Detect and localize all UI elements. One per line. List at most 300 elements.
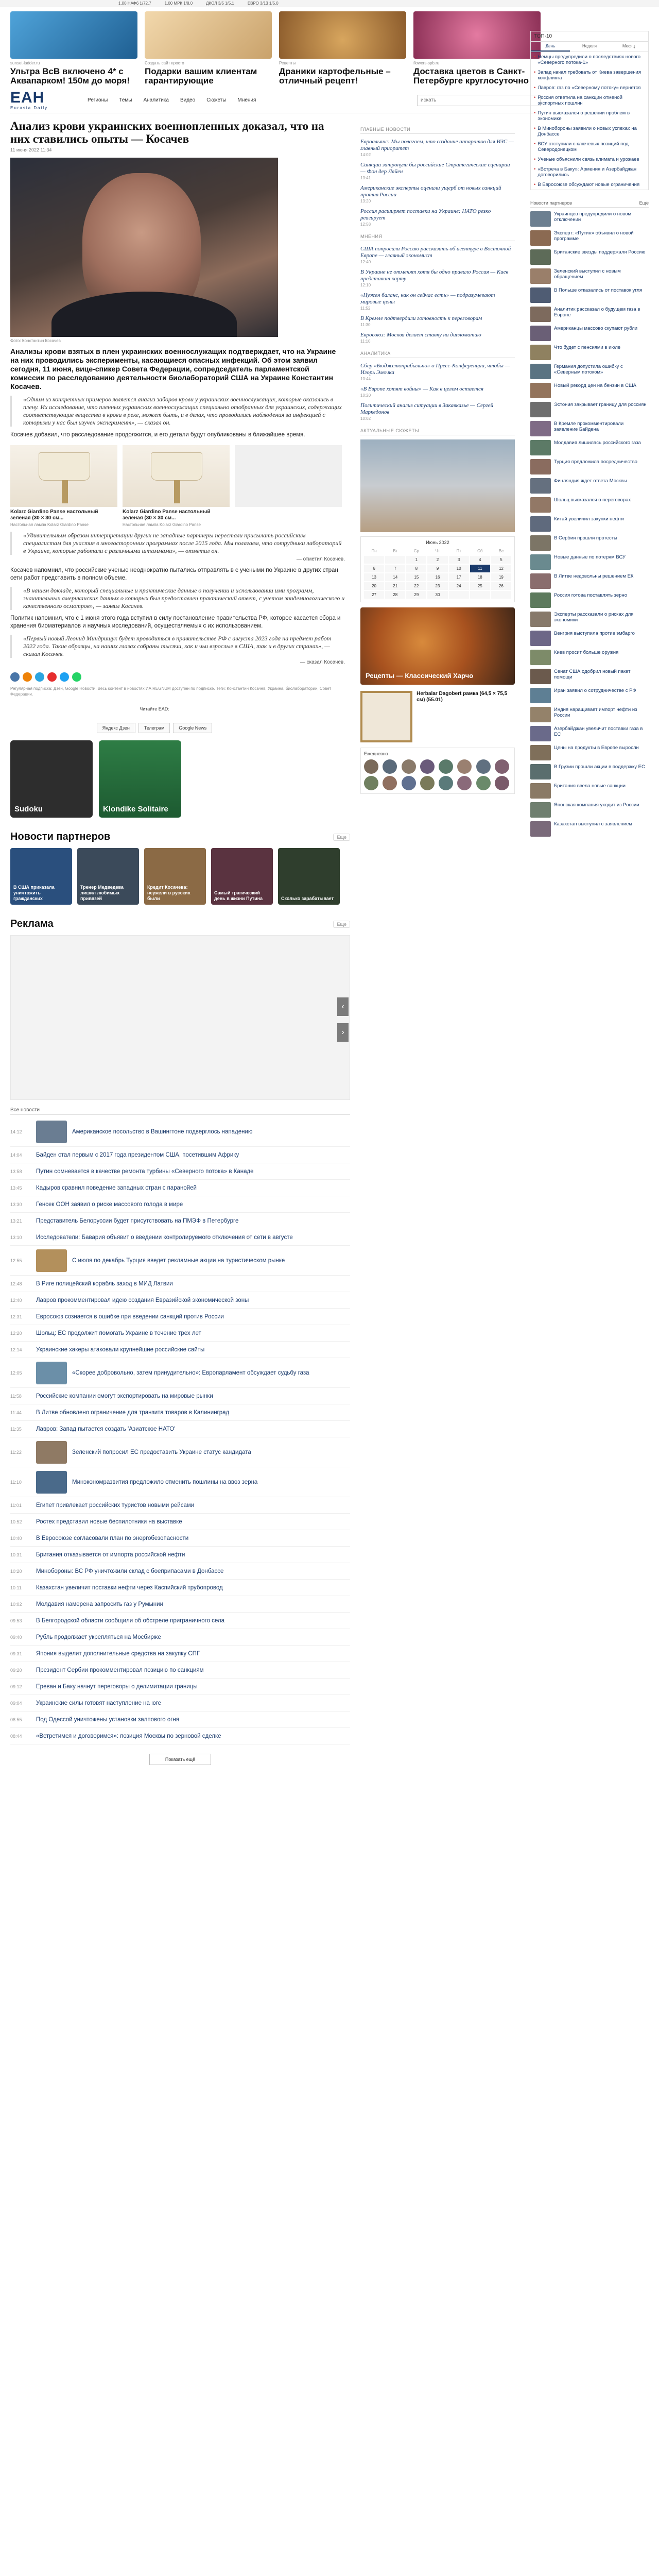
tab-day[interactable]: День — [531, 42, 570, 52]
avatar[interactable] — [476, 759, 491, 774]
right-news-item[interactable] — [530, 383, 649, 398]
right-news-thumbnail[interactable] — [530, 230, 551, 246]
right-news-item[interactable] — [530, 326, 649, 341]
calendar-day[interactable]: 25 — [470, 582, 490, 590]
news-row[interactable] — [10, 1246, 350, 1276]
right-news-item[interactable] — [530, 821, 649, 837]
right-news-thumbnail[interactable] — [530, 554, 551, 570]
telegram-button[interactable]: Телеграм — [138, 723, 170, 733]
right-news-item[interactable] — [530, 421, 649, 436]
right-news-thumbnail[interactable] — [530, 307, 551, 322]
calendar-day[interactable]: 9 — [427, 565, 447, 572]
right-news-item[interactable] — [530, 497, 649, 513]
right-news-thumbnail[interactable] — [530, 211, 551, 227]
news-link[interactable]: Зеленский попросил ЕС предоставить Украине статус кандидата — [72, 1449, 251, 1455]
news-link[interactable]: В Белгородской области сообщили об обстреле приграничного села — [36, 1617, 225, 1624]
calendar-day[interactable]: 17 — [449, 573, 469, 581]
right-news-link[interactable]: В Литве недовольны решением ЕК — [554, 573, 634, 579]
news-thumbnail[interactable] — [36, 1121, 67, 1143]
right-news-link[interactable]: Иран заявил о сотрудничестве с РФ — [554, 688, 636, 693]
ad-block[interactable] — [10, 935, 350, 1100]
right-news-thumbnail[interactable] — [530, 478, 551, 494]
mid-news-item[interactable]: Сбер «Бюджетоприбыльно» о Пресс-Конференции, чтобы — Игорь Эмочка — [360, 363, 510, 376]
inline-ad[interactable] — [10, 445, 117, 527]
partner-card[interactable] — [77, 848, 139, 905]
avatar[interactable] — [457, 776, 472, 790]
partner-card[interactable] — [211, 848, 273, 905]
top10-item[interactable] — [531, 52, 648, 67]
nav-item[interactable]: Мнения — [237, 97, 256, 103]
news-link[interactable]: Украинские силы готовят наступление на юге — [36, 1700, 162, 1706]
top10-link[interactable]: Россия ответила на санкции отменой экспортных пошлин — [537, 95, 622, 106]
avatar[interactable] — [476, 776, 491, 790]
news-link[interactable]: Минэкономразвития предложило отменить пошлины на ввоз зерна — [72, 1479, 258, 1485]
news-row[interactable] — [10, 1613, 350, 1629]
news-link[interactable]: Казахстан увеличит поставки нефти через Каспийский трубопровод — [36, 1584, 223, 1591]
news-row[interactable] — [10, 1421, 350, 1437]
top10-item[interactable] — [531, 180, 648, 190]
ad-image[interactable] — [279, 11, 406, 59]
top10-link[interactable]: ВСУ отступили с ключевых позиций под Северодонецком — [537, 141, 629, 152]
news-link[interactable]: Ростех представил новые беспилотники на выставке — [36, 1518, 182, 1525]
right-news-item[interactable] — [530, 783, 649, 799]
right-news-item[interactable] — [530, 573, 649, 589]
right-news-item[interactable] — [530, 535, 649, 551]
right-news-thumbnail[interactable] — [530, 650, 551, 665]
mid-news-item[interactable]: Россия расширяет поставки на Украине: НАТО резко реагирует — [360, 208, 491, 221]
news-link[interactable]: «Скорее добровольно, затем принудительно»: Европарламент обсуждает судьбу газа — [72, 1369, 309, 1376]
calendar-day[interactable]: 8 — [406, 565, 426, 572]
news-row[interactable] — [10, 1229, 350, 1246]
ad-card[interactable] — [145, 11, 272, 86]
ad-image[interactable] — [10, 11, 137, 59]
news-thumbnail[interactable] — [36, 1249, 67, 1272]
partner-text[interactable]: Кредит Косачева: неужели в русских были — [147, 885, 190, 901]
right-news-item[interactable] — [530, 364, 649, 379]
search-input[interactable] — [417, 95, 541, 106]
right-news-link[interactable]: Германия допустила ошибку с «Северным потоком» — [554, 364, 623, 375]
avatar[interactable] — [364, 759, 378, 774]
right-news-thumbnail[interactable] — [530, 592, 551, 608]
right-news-link[interactable]: В Сербии прошли протесты — [554, 535, 617, 541]
mid-news-item[interactable]: США попросили Россию рассказать об агентуре в Восточной Европе — главный экономист — [360, 246, 511, 259]
right-news-link[interactable]: Китай увеличил закупки нефти — [554, 516, 624, 522]
calendar-day[interactable]: 24 — [449, 582, 469, 590]
calendar-day[interactable]: 28 — [385, 591, 405, 599]
right-news-link[interactable]: В Кремле прокомментировали заявление Байдена — [554, 421, 624, 432]
ad-card[interactable] — [413, 11, 541, 86]
right-news-link[interactable]: Венгрия выступила против эмбарго — [554, 631, 635, 636]
show-more-button[interactable]: Показать ещё — [149, 1754, 211, 1765]
news-link[interactable]: Под Одессой уничтожены установки залпового огня — [36, 1716, 180, 1723]
partners-more-button[interactable]: Еще — [333, 834, 350, 841]
right-news-link[interactable]: Сенат США одобрил новый пакет помощи — [554, 669, 631, 680]
avatar[interactable] — [402, 776, 416, 790]
news-link[interactable]: Кадыров сравнил поведение западных стран с паранойей — [36, 1184, 197, 1191]
news-link[interactable]: Лавров прокомментировал идею создания Евразийской экономической зоны — [36, 1297, 249, 1303]
right-news-link[interactable]: Новый рекорд цен на бензин в США — [554, 383, 637, 388]
avatar[interactable] — [383, 759, 397, 774]
right-news-link[interactable]: Шольц высказался о переговорах — [554, 497, 631, 503]
right-news-thumbnail[interactable] — [530, 287, 551, 303]
news-row[interactable] — [10, 1404, 350, 1421]
right-news-thumbnail[interactable] — [530, 459, 551, 474]
top10-link[interactable]: Путин высказался о решении проблем в экономике — [537, 110, 630, 122]
news-row[interactable] — [10, 1662, 350, 1679]
ad-image[interactable] — [413, 11, 541, 59]
right-news-thumbnail[interactable] — [530, 745, 551, 760]
calendar-day[interactable]: 13 — [364, 573, 384, 581]
twitter-icon[interactable] — [60, 672, 69, 682]
news-link[interactable]: Шольц: ЕС продолжит помогать Украине в течение трех лет — [36, 1330, 201, 1336]
news-row[interactable] — [10, 1292, 350, 1309]
right-news-thumbnail[interactable] — [530, 402, 551, 417]
ok-icon[interactable] — [23, 672, 32, 682]
calendar-day[interactable]: 7 — [385, 565, 405, 572]
solitaire-game[interactable] — [99, 740, 181, 818]
top10-item[interactable] — [531, 164, 648, 180]
news-thumbnail[interactable] — [36, 1471, 67, 1494]
news-row[interactable] — [10, 1276, 350, 1292]
partner-text[interactable]: Самый трагический день в жизни Путина — [214, 890, 263, 901]
news-row[interactable] — [10, 1695, 350, 1711]
sudoku-game[interactable] — [10, 740, 93, 818]
right-news-link[interactable]: Индия наращивает импорт нефти из России — [554, 707, 637, 718]
right-news-link[interactable]: Эксперты рассказали о рисках для экономики — [554, 612, 634, 623]
avatar[interactable] — [439, 759, 453, 774]
nav-item[interactable]: Сюжеты — [206, 97, 227, 103]
right-news-item[interactable] — [530, 268, 649, 284]
partner-text[interactable]: Сколько зарабатывает — [281, 896, 334, 901]
right-news-thumbnail[interactable] — [530, 707, 551, 722]
right-news-link[interactable]: Россия готова поставлять зерно — [554, 592, 628, 598]
calendar-day[interactable]: 30 — [427, 591, 447, 599]
avatar[interactable] — [495, 759, 509, 774]
calendar-day[interactable]: 5 — [491, 556, 511, 564]
news-row[interactable] — [10, 1728, 350, 1744]
right-news-link[interactable]: Казахстан выступил с заявлением — [554, 821, 632, 827]
mid-news-item[interactable]: Политический анализ ситуации в Закавказье — Сергей Маркедонов — [360, 402, 494, 415]
mid-news-item[interactable]: В Кремле подтвердили готовность к переговорам — [360, 315, 482, 321]
right-news-item[interactable] — [530, 478, 649, 494]
news-row[interactable] — [10, 1358, 350, 1388]
right-news-thumbnail[interactable] — [530, 345, 551, 360]
calendar-day[interactable]: 12 — [491, 565, 511, 572]
right-news-item[interactable] — [530, 707, 649, 722]
calendar-day[interactable]: 16 — [427, 573, 447, 581]
inline-ad[interactable] — [235, 445, 342, 527]
calendar-day[interactable]: 11 — [470, 565, 490, 572]
lamp-image[interactable] — [10, 445, 117, 507]
calendar-day[interactable]: 10 — [449, 565, 469, 572]
mid-news-item[interactable]: В Украине не отменят хотя бы одно правило Россия — Киев представит карту — [360, 269, 509, 282]
right-news-link[interactable]: Новые данные по потерям ВСУ — [554, 554, 626, 560]
right-news-more[interactable]: Ещё — [639, 200, 649, 206]
right-news-link[interactable]: Американцы массово скупают рубли — [554, 326, 638, 331]
right-news-item[interactable] — [530, 402, 649, 417]
right-news-thumbnail[interactable] — [530, 783, 551, 799]
news-link[interactable]: В Литве обновлено ограничение для транзита товаров в Калининград — [36, 1409, 230, 1416]
right-news-link[interactable]: Японская компания уходит из России — [554, 802, 639, 808]
calendar-day[interactable]: 6 — [364, 565, 384, 572]
top10-link[interactable]: В Евросоюзе обсуждают новые ограничения — [537, 182, 640, 188]
news-link[interactable]: Американское посольство в Вашингтоне подверглось нападению — [72, 1128, 253, 1135]
news-row[interactable] — [10, 1563, 350, 1580]
right-news-link[interactable]: Аналитик рассказал о будущем газа в Европе — [554, 307, 640, 318]
calendar-day[interactable]: 15 — [406, 573, 426, 581]
avatar[interactable] — [439, 776, 453, 790]
news-link[interactable]: В Евросоюзе согласовали план по энергобезопасности — [36, 1535, 189, 1541]
partner-card[interactable] — [10, 848, 72, 905]
top10-item[interactable] — [531, 139, 648, 155]
news-row[interactable] — [10, 1342, 350, 1358]
news-link[interactable]: Российские компании смогут экспортировать на мировые рынки — [36, 1393, 213, 1399]
news-row[interactable] — [10, 1180, 350, 1196]
tab-week[interactable]: Неделя — [582, 44, 597, 48]
top10-link[interactable]: Лавров: газ по «Северному потоку» вернется — [537, 85, 641, 91]
right-news-link[interactable]: Цены на продукты в Европе выросли — [554, 745, 639, 751]
telegram-icon[interactable] — [35, 672, 44, 682]
ad-title[interactable]: Ультра ВсВ включено 4* с Аквапарком! 150м до моря! — [10, 66, 130, 86]
inline-ad-title[interactable]: Kolarz Giardino Panse настольный зеленая (30 × 30 см... — [10, 509, 98, 521]
calendar-day[interactable]: 22 — [406, 582, 426, 590]
mid-news-item[interactable]: «В Европе хотят войны» — Как в целом остается — [360, 386, 483, 392]
right-news-item[interactable] — [530, 249, 649, 265]
ad-title[interactable]: Драники картофельные – отличный рецепт! — [279, 66, 391, 86]
right-news-link[interactable]: Азербайджан увеличит поставки газа в ЕС — [554, 726, 643, 737]
top10-item[interactable] — [531, 83, 648, 93]
right-news-link[interactable]: Британия ввела новые санкции — [554, 783, 626, 789]
right-news-thumbnail[interactable] — [530, 421, 551, 436]
nav-item[interactable]: Видео — [180, 97, 196, 103]
news-row[interactable] — [10, 1679, 350, 1695]
mid-news-item[interactable]: Американские эксперты оценили ущерб от новых санкций против России — [360, 185, 501, 198]
news-link[interactable]: В Риге полицейский корабль заход в МИД Латвии — [36, 1280, 173, 1287]
news-row[interactable] — [10, 1629, 350, 1646]
right-news-thumbnail[interactable] — [530, 535, 551, 551]
right-news-item[interactable] — [530, 592, 649, 608]
right-news-thumbnail[interactable] — [530, 497, 551, 513]
news-link[interactable]: Путин сомневается в качестве ремонта турбины «Северного потока» в Канаде — [36, 1168, 254, 1175]
right-news-thumbnail[interactable] — [530, 612, 551, 627]
news-link[interactable]: Япония выделит дополнительные средства на закупку СПГ — [36, 1650, 200, 1657]
recipe-ad[interactable] — [360, 607, 515, 685]
right-news-thumbnail[interactable] — [530, 802, 551, 818]
news-link[interactable]: С июля по декабрь Турция введет рекламные акции на туристическом рынке — [72, 1257, 285, 1264]
right-news-link[interactable]: Эксперт: «Путин» объявил о новой программе — [554, 230, 634, 242]
news-row[interactable] — [10, 1530, 350, 1547]
right-news-thumbnail[interactable] — [530, 268, 551, 284]
news-link[interactable]: Молдавия намерена запросить газ у Румынии — [36, 1601, 164, 1607]
ad-placeholder[interactable] — [235, 445, 342, 507]
news-row[interactable] — [10, 1547, 350, 1563]
news-thumbnail[interactable] — [36, 1441, 67, 1464]
calendar-day[interactable]: 19 — [491, 573, 511, 581]
calendar-day[interactable]: 23 — [427, 582, 447, 590]
news-row[interactable] — [10, 1467, 350, 1497]
ad-title[interactable]: Доставка цветов в Санкт-Петербурге круглосуточно — [413, 66, 529, 86]
calendar-day[interactable]: 3 — [449, 556, 469, 564]
nav-item[interactable]: Аналитика — [143, 97, 169, 103]
frame-image[interactable] — [360, 691, 412, 742]
news-link[interactable]: Представитель Белоруссии будет присутствовать на ПМЭФ в Петербурге — [36, 1217, 239, 1224]
news-row[interactable] — [10, 1196, 350, 1213]
news-link[interactable]: Украинские хакеры атаковали крупнейшие российские сайты — [36, 1346, 205, 1353]
right-news-item[interactable] — [530, 459, 649, 474]
right-news-item[interactable] — [530, 764, 649, 779]
site-logo[interactable] — [10, 90, 67, 111]
news-row[interactable] — [10, 1147, 350, 1163]
right-news-thumbnail[interactable] — [530, 764, 551, 779]
news-row[interactable] — [10, 1309, 350, 1325]
right-news-link[interactable]: В Польше отказались от поставок угля — [554, 287, 643, 293]
right-news-thumbnail[interactable] — [530, 631, 551, 646]
right-news-item[interactable] — [530, 230, 649, 246]
top10-item[interactable] — [531, 108, 648, 124]
chevron-down-icon[interactable]: › — [337, 1023, 349, 1042]
yandex-icon[interactable] — [47, 672, 57, 682]
right-news-thumbnail[interactable] — [530, 516, 551, 532]
tab-month[interactable]: Месяц — [622, 44, 635, 48]
news-link[interactable]: «Встретимся и договоримся»: позиция Москвы по зерновой сделке — [36, 1733, 221, 1739]
avatar[interactable] — [402, 759, 416, 774]
lamp-image[interactable] — [123, 445, 230, 507]
right-news-link[interactable]: Молдавия лишилась российского газа — [554, 440, 641, 446]
ad-image[interactable] — [145, 11, 272, 59]
partner-card[interactable] — [278, 848, 340, 905]
news-row[interactable] — [10, 1213, 350, 1229]
calendar-day[interactable]: 14 — [385, 573, 405, 581]
news-row[interactable] — [10, 1437, 350, 1467]
news-link[interactable]: Ереван и Баку начнут переговоры о делимитации границы — [36, 1683, 198, 1690]
calendar-day[interactable]: 26 — [491, 582, 511, 590]
avatar[interactable] — [383, 776, 397, 790]
right-news-item[interactable] — [530, 650, 649, 665]
right-news-link[interactable]: Украинцев предупредили о новом отключении — [554, 211, 632, 223]
top10-item[interactable] — [531, 124, 648, 139]
news-row[interactable] — [10, 1596, 350, 1613]
ads-more-button[interactable]: Еще — [333, 921, 350, 928]
top10-item[interactable] — [531, 155, 648, 164]
right-news-thumbnail[interactable] — [530, 440, 551, 455]
news-link[interactable]: Минобороны: ВС РФ уничтожили склад с боеприпасами в Донбассе — [36, 1568, 224, 1574]
right-news-link[interactable]: Эстония закрывает границу для россиян — [554, 402, 647, 408]
mid-news-item[interactable]: «Нужен баланс, как он сейчас есть» — подразумевают мировые цены — [360, 292, 495, 305]
right-news-item[interactable] — [530, 554, 649, 570]
nav-item[interactable]: Темы — [119, 97, 132, 103]
partner-text[interactable]: Тренер Медведева лишил любимых привязей — [80, 885, 124, 901]
avatar[interactable] — [420, 759, 435, 774]
right-news-item[interactable] — [530, 211, 649, 227]
top10-link[interactable]: Запад начал требовать от Киева завершения конфликта — [537, 70, 641, 81]
topic-photo[interactable] — [360, 439, 515, 532]
ad-card[interactable] — [10, 11, 137, 86]
news-link[interactable]: Египет привлекает российских туристов новыми рейсами — [36, 1502, 195, 1509]
top10-item[interactable] — [531, 67, 648, 83]
news-row[interactable] — [10, 1497, 350, 1514]
news-link[interactable]: Байден стал первым с 2017 года президентом США, посетившим Африку — [36, 1151, 239, 1158]
news-link[interactable]: Евросоюз сознается в ошибке при введении санкций против России — [36, 1313, 224, 1320]
right-news-link[interactable]: Зеленский выступил с новым обращением — [554, 268, 621, 280]
news-row[interactable] — [10, 1711, 350, 1728]
news-link[interactable]: Рубль продолжает укрепляться на Мосбирже — [36, 1634, 161, 1640]
nav-item[interactable]: Регионы — [88, 97, 108, 103]
recipe-ad-label[interactable]: Рецепты — Классический Харчо — [366, 672, 474, 680]
right-news-item[interactable] — [530, 287, 649, 303]
right-news-thumbnail[interactable] — [530, 688, 551, 703]
news-link[interactable]: Исследователи: Бавария объявит о введении контролируемого отключения от сети в августе — [36, 1234, 293, 1241]
calendar-day[interactable]: 21 — [385, 582, 405, 590]
vk-icon[interactable] — [10, 672, 20, 682]
calendar-day[interactable]: 29 — [406, 591, 426, 599]
top10-link[interactable]: «Встреча в Баку»: Армения и Азербайджан договорились — [537, 166, 637, 178]
mid-news-item[interactable]: Евроальянс: Мы полагаем, что создание аппаратов для ИЗС — главный приоритет — [360, 139, 514, 151]
calendar-day[interactable]: 4 — [470, 556, 490, 564]
right-news-link[interactable]: Что будет с пенсиями в июле — [554, 345, 621, 350]
inline-ad-title[interactable]: Kolarz Giardino Panse настольный зеленая (30 × 30 см... — [123, 509, 211, 521]
right-news-thumbnail[interactable] — [530, 364, 551, 379]
right-news-item[interactable] — [530, 307, 649, 322]
right-news-item[interactable] — [530, 345, 649, 360]
right-news-thumbnail[interactable] — [530, 573, 551, 589]
right-news-thumbnail[interactable] — [530, 383, 551, 398]
yandex-zen-button[interactable]: Яндекс Дзен — [97, 723, 135, 733]
news-link[interactable]: Генсек ООН заявил о риске массового голода в мире — [36, 1201, 183, 1208]
news-row[interactable] — [10, 1580, 350, 1596]
ad-card[interactable] — [279, 11, 406, 86]
right-news-item[interactable] — [530, 440, 649, 455]
whatsapp-icon[interactable] — [72, 672, 81, 682]
news-link[interactable]: Британия отказывается от импорта российской нефти — [36, 1551, 185, 1558]
mid-news-item[interactable]: Евросоюз: Москва делает ставку на дипломатию — [360, 332, 481, 338]
right-news-item[interactable] — [530, 802, 649, 818]
right-news-item[interactable] — [530, 726, 649, 741]
ad-title[interactable]: Подарки вашим клиентам гарантирующие — [145, 66, 257, 86]
inline-ad[interactable] — [123, 445, 230, 527]
calendar-day[interactable]: 18 — [470, 573, 490, 581]
avatar[interactable] — [457, 759, 472, 774]
chevron-up-icon[interactable]: ‹ — [337, 997, 349, 1016]
mid-news-item[interactable]: Санкции затронули бы российские Стратегические сценарии — Фон дер Ляйен — [360, 162, 510, 175]
news-row[interactable] — [10, 1325, 350, 1342]
right-news-link[interactable]: Киев просит больше оружия — [554, 650, 619, 655]
right-news-thumbnail[interactable] — [530, 249, 551, 265]
news-thumbnail[interactable] — [36, 1362, 67, 1384]
calendar-day[interactable]: 27 — [364, 591, 384, 599]
top10-link[interactable]: В Минобороны заявили о новых успехах на Донбассе — [537, 126, 637, 137]
right-news-item[interactable] — [530, 612, 649, 627]
news-row[interactable] — [10, 1514, 350, 1530]
news-link[interactable]: Лавров: Запад пытается создать 'Азиатское НАТО' — [36, 1426, 176, 1432]
top10-link[interactable]: Ученые объяснили связь климата и урожаев — [537, 157, 639, 162]
calendar-day[interactable]: 2 — [427, 556, 447, 564]
calendar-day[interactable]: 1 — [406, 556, 426, 564]
news-row[interactable] — [10, 1163, 350, 1180]
news-row[interactable] — [10, 1646, 350, 1662]
news-row[interactable] — [10, 1388, 350, 1404]
news-row[interactable] — [10, 1117, 350, 1147]
right-news-link[interactable]: Финляндия ждет ответа Москвы — [554, 478, 627, 484]
right-news-thumbnail[interactable] — [530, 669, 551, 684]
right-news-link[interactable]: Турция предложила посредничество — [554, 459, 637, 465]
news-link[interactable]: Президент Сербии прокомментировал позицию по санкциям — [36, 1667, 204, 1673]
right-news-link[interactable]: Британские звезды поддержали Россию — [554, 249, 646, 255]
top10-link[interactable]: Немцы предупредили о последствиях нового «Северного потока-1» — [537, 54, 641, 65]
frame-ad[interactable] — [360, 691, 515, 742]
partner-text[interactable]: В США приказала уничтожить гражданских — [13, 885, 55, 901]
right-news-item[interactable] — [530, 669, 649, 684]
avatar[interactable] — [364, 776, 378, 790]
